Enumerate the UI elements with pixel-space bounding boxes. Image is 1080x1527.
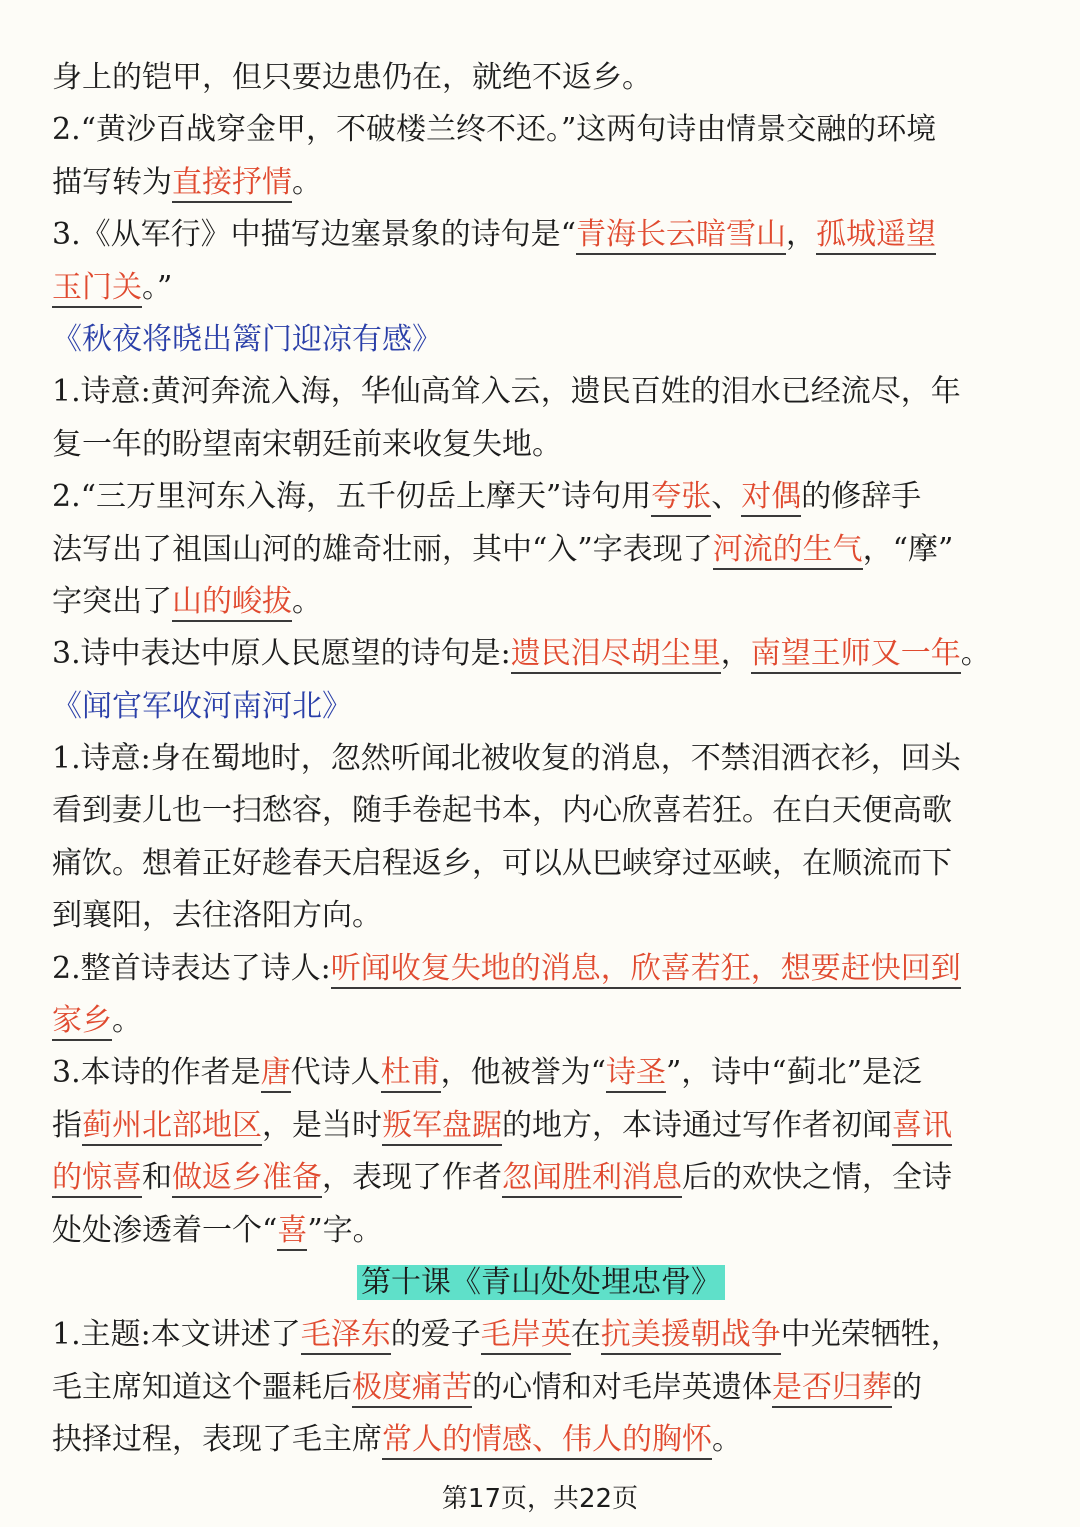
text-line xyxy=(52,471,1030,523)
text-line xyxy=(52,262,1030,314)
answer-text: 毛岸英 xyxy=(481,1317,571,1355)
answer-text: 抗美援朝战争 xyxy=(601,1317,781,1355)
text-line xyxy=(52,1414,1030,1466)
text-line xyxy=(52,524,1030,576)
body-text: 身上的铠甲，但只要边患仍在，就绝不返乡。 xyxy=(52,60,652,95)
text-line xyxy=(52,104,1030,156)
body-text: 。 xyxy=(292,164,322,200)
answer-text: 常人的情感、伟人的胸怀 xyxy=(382,1422,712,1460)
body-text: 2.“三万里河东入海，五千仞岳上摩天”诗句用 xyxy=(52,479,652,515)
answer-text: 忽闻胜利消息 xyxy=(502,1160,682,1198)
body-text: 3.《从军行》中描写边塞景象的诗句是“ xyxy=(52,217,576,253)
body-text: 的 xyxy=(892,1369,922,1405)
answer-text: 做返乡准备 xyxy=(172,1160,322,1198)
poem-title-text: 《秋夜将晓出篱门迎凉有感》 xyxy=(52,321,442,357)
body-text: 。 xyxy=(712,1422,742,1458)
lesson-title xyxy=(52,1257,1030,1309)
body-text: 看到妻儿也一扫愁容，随手卷起书本，内心欣喜若狂。在白天便高歌 xyxy=(52,793,952,829)
body-text: 。 xyxy=(960,636,991,672)
body-text: 描写转为 xyxy=(52,164,172,200)
answer-text: 孤城遥望 xyxy=(816,217,936,255)
body-text: 、 xyxy=(711,479,742,515)
answer-text: 直接抒情 xyxy=(172,165,292,203)
answer-text: 杜甫 xyxy=(381,1055,441,1093)
text-line xyxy=(52,1100,1030,1152)
answer-text: 河流的生气 xyxy=(713,532,863,570)
body-text: 2.整首诗表达了诗人: xyxy=(52,950,331,986)
answer-text: 蓟州北部地区 xyxy=(82,1108,262,1146)
answer-text: 南望王师又一年 xyxy=(751,636,961,674)
body-text: 的心情和对毛岸英遗体 xyxy=(472,1369,772,1405)
text-line xyxy=(52,838,1030,890)
body-text: ”字。 xyxy=(307,1212,383,1248)
poem-title-text: 《闻官军收河南河北》 xyxy=(52,688,352,724)
body-text: 毛主席知道这个噩耗后 xyxy=(52,1369,352,1405)
text-line xyxy=(52,1152,1030,1204)
body-text: 和 xyxy=(142,1160,172,1196)
body-text: 1.诗意:身在蜀地时，忽然听闻北被收复的消息，不禁泪洒衣衫，回头 xyxy=(52,741,961,777)
body-text: ， xyxy=(720,636,751,672)
text-line xyxy=(52,1362,1030,1414)
body-text: 的地方，本诗通过写作者初闻 xyxy=(502,1107,892,1143)
text-line xyxy=(52,995,1030,1047)
body-text: 抉择过程，表现了毛主席 xyxy=(52,1422,382,1458)
text-line xyxy=(52,628,1030,680)
answer-text: 唐 xyxy=(261,1055,291,1093)
answer-text: 喜讯 xyxy=(892,1108,952,1146)
answer-text: 听闻收复失地的消息，欣喜若狂，想要赶快回到 xyxy=(331,951,961,989)
answer-text: 青海长云暗雪山 xyxy=(576,217,786,255)
body-text: ，他被誉为“ xyxy=(440,1055,606,1091)
body-text: 3.诗中表达中原人民愿望的诗句是: xyxy=(52,636,511,672)
body-text: 处处渗透着一个“ xyxy=(52,1212,278,1248)
text-line xyxy=(52,366,1030,418)
answer-text: 对偶 xyxy=(741,479,801,517)
answer-text: 夸张 xyxy=(651,479,711,517)
text-line xyxy=(52,576,1030,628)
answer-text: 遗民泪尽胡尘里 xyxy=(511,636,721,674)
body-text: 代诗人 xyxy=(290,1055,381,1091)
text-line xyxy=(52,419,1030,471)
body-text: 法写出了祖国山河的雄奇壮丽，其中“入”字表现了 xyxy=(52,531,713,567)
text-line xyxy=(52,1047,1030,1099)
text-line xyxy=(52,209,1030,261)
body-text: 。 xyxy=(292,583,322,619)
text-line xyxy=(52,52,1030,104)
text-line xyxy=(52,890,1030,942)
body-text: 1.主题:本文讲述了 xyxy=(52,1317,301,1353)
document-body xyxy=(52,52,1030,1467)
body-text: 复一年的盼望南宋朝廷前来收复失地。 xyxy=(52,426,562,462)
answer-text: 山的峻拔 xyxy=(172,584,292,622)
answer-text: 喜 xyxy=(277,1213,307,1251)
poem-title xyxy=(52,681,1030,733)
page-number: 第17页，共22页 xyxy=(441,1484,639,1514)
lesson-title-text: 第十课《青山处处埋忠骨》 xyxy=(357,1265,725,1300)
body-text: 字突出了 xyxy=(52,583,172,619)
body-text: 2.“黄沙百战穿金甲，不破楼兰终不还。”这两句诗由情景交融的环境 xyxy=(52,112,937,148)
answer-text: 叛军盘踞 xyxy=(382,1108,502,1146)
text-line xyxy=(52,1205,1030,1257)
answer-text: 是否归葬 xyxy=(772,1370,892,1408)
body-text: 在 xyxy=(570,1317,601,1353)
text-line xyxy=(52,733,1030,785)
body-text: ，是当时 xyxy=(262,1107,382,1143)
answer-text: 极度痛苦 xyxy=(352,1370,472,1408)
body-text: 。” xyxy=(142,269,173,305)
body-text: 痛饮。想着正好趁春天启程返乡，可以从巴峡穿过巫峡，在顺流而下 xyxy=(52,845,952,881)
answer-text: 玉门关 xyxy=(52,270,142,308)
body-text: 到襄阳，去往洛阳方向。 xyxy=(52,898,382,934)
text-line xyxy=(52,1309,1030,1361)
answer-text: 诗圣 xyxy=(606,1055,666,1093)
poem-title xyxy=(52,314,1030,366)
text-line xyxy=(52,785,1030,837)
text-line xyxy=(52,943,1030,995)
body-text: ，“摩” xyxy=(862,531,954,567)
body-text: 。 xyxy=(112,1003,142,1039)
answer-text: 毛泽东 xyxy=(301,1317,391,1355)
body-text: ，表现了作者 xyxy=(322,1160,502,1196)
answer-text: 的惊喜 xyxy=(52,1160,142,1198)
text-line xyxy=(52,157,1030,209)
body-text: 1.诗意:黄河奔流入海，华仙高耸入云，遗民百姓的泪水已经流尽，年 xyxy=(52,374,961,410)
body-text: ， xyxy=(785,217,816,253)
body-text: 的修辞手 xyxy=(801,479,922,515)
body-text: 中光荣牺牲， xyxy=(780,1317,961,1353)
body-text: 后的欢快之情，全诗 xyxy=(682,1160,952,1196)
body-text: 指 xyxy=(52,1107,82,1143)
answer-text: 家乡 xyxy=(52,1003,112,1041)
body-text: 3.本诗的作者是 xyxy=(52,1055,261,1091)
body-text: ”，诗中“蓟北”是泛 xyxy=(665,1055,922,1091)
body-text: 的爱子 xyxy=(390,1317,481,1353)
